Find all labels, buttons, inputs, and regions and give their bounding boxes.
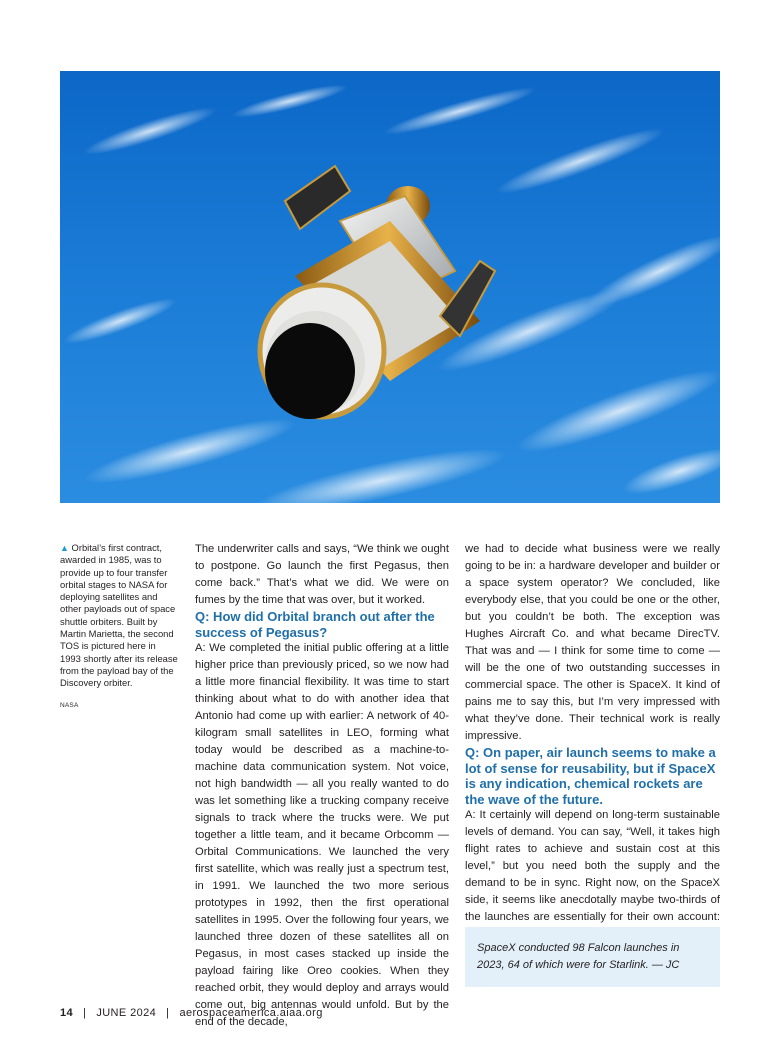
- footer-separator: |: [166, 1007, 170, 1019]
- caption-triangle-icon: ▲: [60, 543, 69, 553]
- paragraph: A: We completed the initial public offering at a little higher price than previously priced, so we now had a little more financial flexibility. It was time to start thinking about what to do with another idea that Antonio had come up with earlier: A network of 40-kilogram small satellites in LEO, forming what today would be described as a machine-to-machine data communication system. Not voice, not high bandwidth — all you really wanted to do was let something like a trucking company receive signals to track where the trucks were. We put together a little team, and it became Orbcomm — Orbital Communications. We launched the very first satellite, which was really just a spectrum test, in 1991. We launched the two more serious prototypes in 1992, then the first operational satellites in 1995. Over the following four years, we launched three dozen of these satellites all on Pegasus, in most cases stacked up inside the payload fairing like Oreo cookies. When they reached orbit, they would deploy and arrays would come out, big antennas would unfold. But by the end of the decade,: [195, 642, 449, 1028]
- satellite-photo: [60, 71, 720, 503]
- paragraph: The underwriter calls and says, “We think we ought to postpone. Go launch the first Pegasus, then come back.” That’s what we did. We were on fumes by the time that was over, but it worked.: [195, 543, 449, 606]
- callout-text: SpaceX conducted 98 Falcon launches in 2023, 64 of which were for Starlink. — JC: [477, 942, 680, 971]
- satellite-illustration: [260, 166, 495, 419]
- article-column-2: [465, 541, 720, 943]
- callout-box: [465, 927, 720, 987]
- photo-credit: NASA: [60, 701, 79, 709]
- question-heading: Q: On paper, air launch seems to make a lot of sense for reusability, but if SpaceX is any indication, chemical rockets are the wave of the future.: [465, 745, 716, 807]
- website-link[interactable]: aerospaceamerica.aiaa.org: [179, 1007, 323, 1019]
- photo-caption: [60, 542, 178, 712]
- question-heading: Q: How did Orbital branch out after the success of Pegasus?: [195, 609, 435, 640]
- article-column-1: [195, 541, 449, 1031]
- footer-separator: |: [83, 1007, 87, 1019]
- page-footer: [60, 1007, 323, 1019]
- caption-text: Orbital’s first contract, awarded in 1985, was to provide up to four transfer orbital stages to NASA for deploying satellites and other payloads out of space shuttle orbiters. Built by Martin Marietta, the second TOS is pictured here in 1993 shortly after its release from the payload bay of the Discovery orbiter.: [60, 542, 178, 689]
- page-number: 14: [60, 1007, 74, 1019]
- paragraph: A: It certainly will depend on long-term sustainable levels of demand. You can say, “Well, it takes high flight rates to achieve and sustain cost at this level,” but you need both the supply and the demand to be in sync. Right now, on the SpaceX side, it seems like anecdotally maybe two-thirds of the launches are essentially for their own account:: [465, 809, 720, 923]
- issue-date: JUNE 2024: [96, 1007, 157, 1019]
- paragraph: we had to decide what business were we really going to be in: a hardware developer and builder or a space system operator? We concluded, like everybody else, that you could be one or the other, but you couldn’t be both. The exception was Hughes Aircraft Co. and what became DirecTV. That was and — I think for some time to come — will be the one of two outstanding successes in commercial space. The other is SpaceX. It kind of pains me to say this, but I’m very impressed with what they’ve done. Their technical work is really impressive.: [465, 543, 720, 742]
